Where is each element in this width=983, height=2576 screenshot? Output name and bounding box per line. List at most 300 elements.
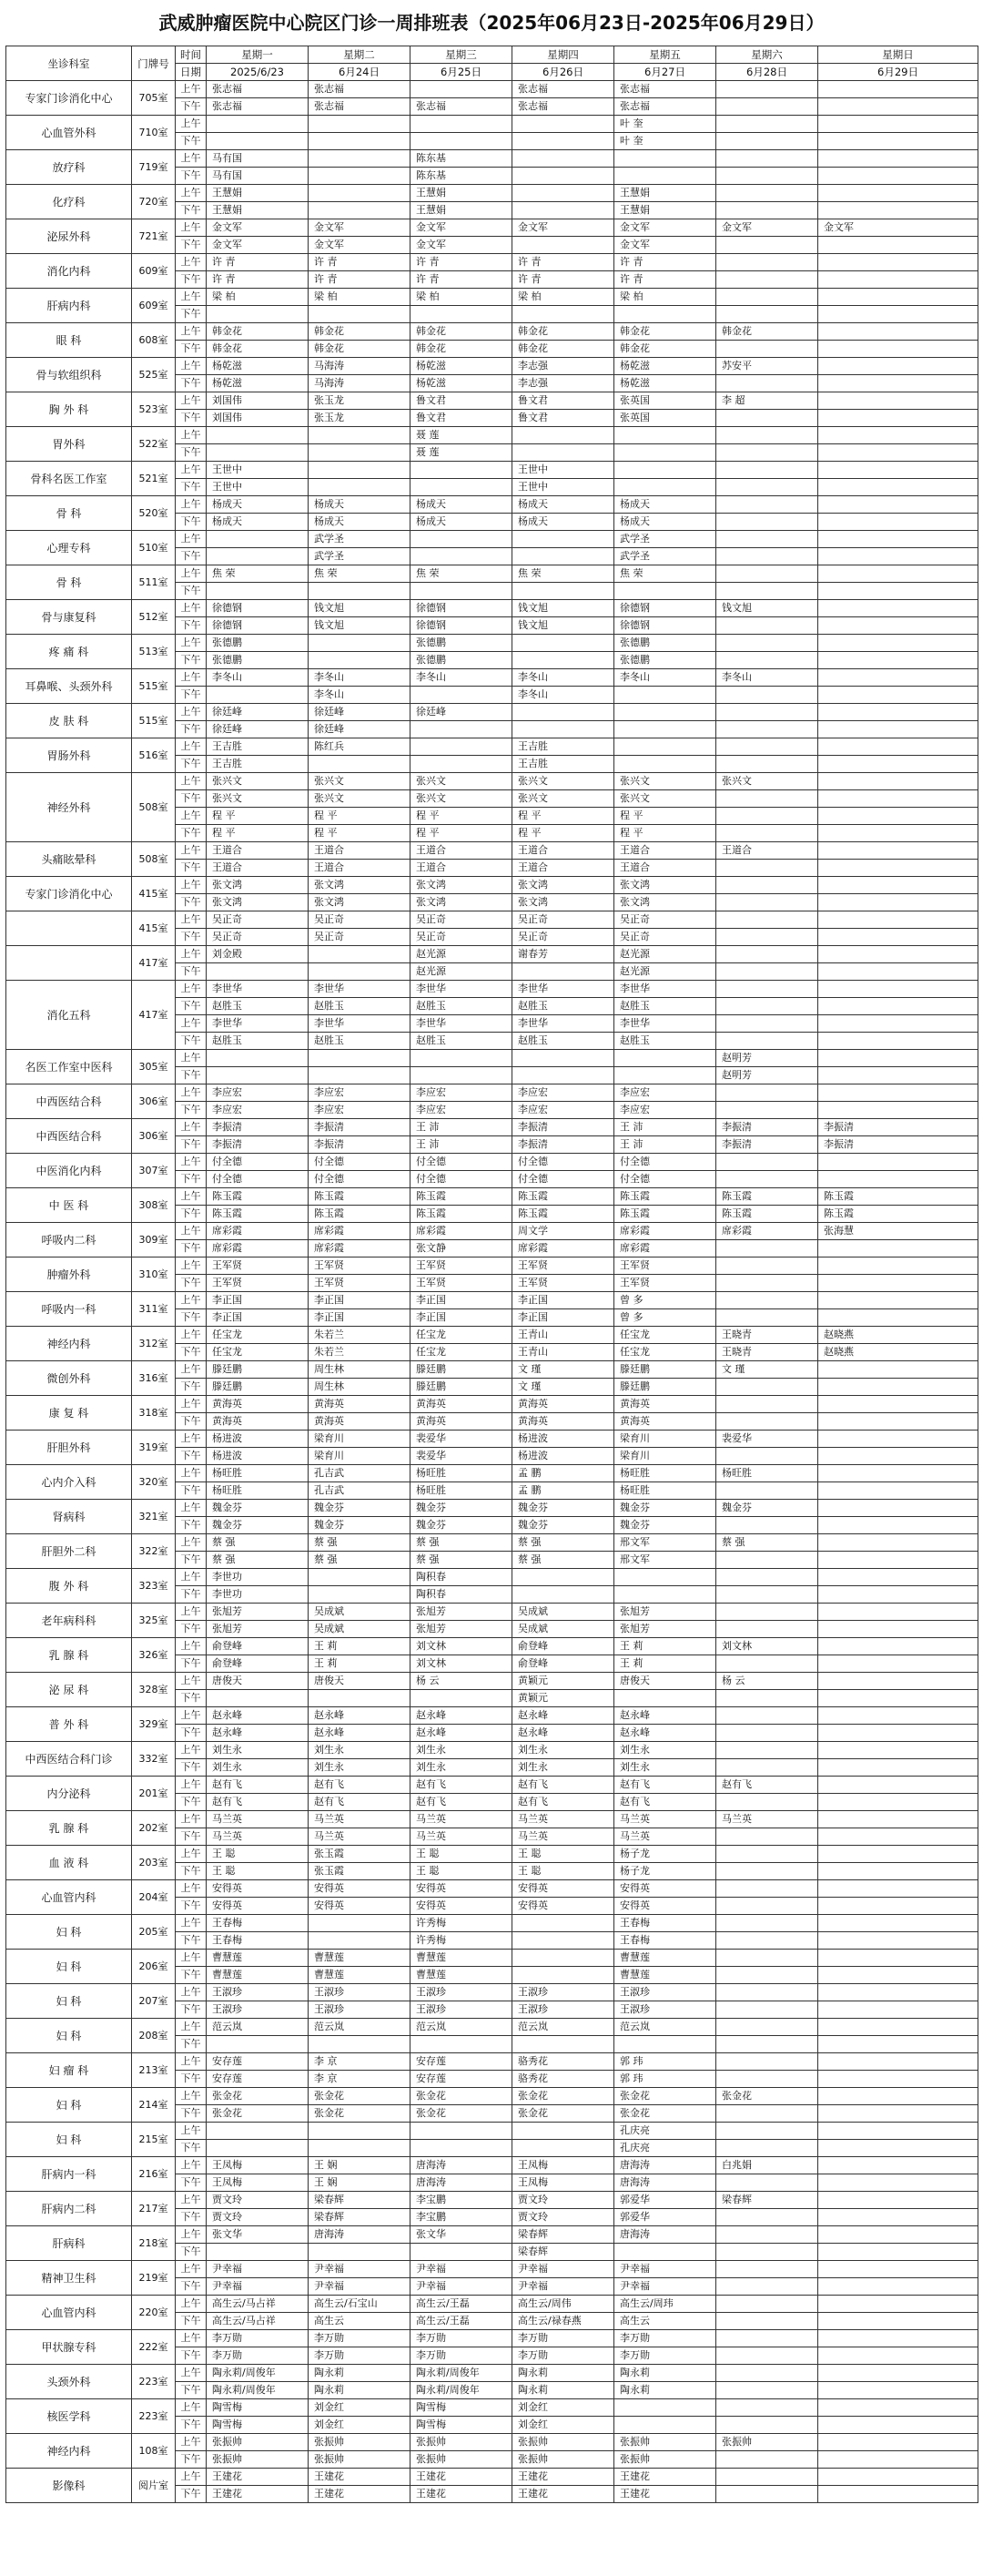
doctor-cell: 高生云/周伟 <box>512 2296 614 2313</box>
doctor-cell: 赵有飞 <box>716 1777 818 1794</box>
doctor-cell: 张文鸿 <box>512 877 614 894</box>
dept-cell: 呼吸内二科 <box>6 1223 132 1257</box>
table-row <box>6 81 978 98</box>
doctor-cell <box>614 444 716 462</box>
room-cell: 511室 <box>132 565 176 600</box>
doctor-cell: 王世中 <box>512 462 614 479</box>
doctor-cell: 赵光源 <box>410 946 512 963</box>
doctor-cell <box>207 2036 309 2053</box>
doctor-cell: 陈玉霞 <box>512 1206 614 1223</box>
doctor-cell: 王道合 <box>309 860 410 877</box>
doctor-cell <box>716 2019 818 2036</box>
day-header: 星期六 <box>716 46 818 64</box>
pm-label: 下午 <box>176 1309 207 1327</box>
am-label: 上午 <box>176 1880 207 1898</box>
am-label: 上午 <box>176 2434 207 2451</box>
doctor-cell <box>716 1015 818 1033</box>
doctor-cell: 安得英 <box>410 1880 512 1898</box>
doctor-cell: 俞登峰 <box>207 1638 309 1655</box>
doctor-cell: 张海慧 <box>818 1223 978 1240</box>
am-label: 上午 <box>176 116 207 133</box>
table-row <box>6 1811 978 1828</box>
doctor-cell: 金文军 <box>512 219 614 237</box>
doctor-cell: 任宝龙 <box>410 1327 512 1344</box>
table-row <box>6 1638 978 1655</box>
doctor-cell: 唐海涛 <box>614 2226 716 2244</box>
table-row <box>6 2296 978 2313</box>
pm-label: 下午 <box>176 687 207 704</box>
doctor-cell <box>818 289 978 306</box>
doctor-cell: 武学圣 <box>309 531 410 548</box>
doctor-cell: 王建花 <box>512 2486 614 2503</box>
doctor-cell: 付全德 <box>410 1171 512 1188</box>
doctor-cell <box>716 1828 818 1846</box>
dept-cell: 神经内科 <box>6 1327 132 1361</box>
doctor-cell: 赵有飞 <box>410 1794 512 1811</box>
doctor-cell <box>818 202 978 219</box>
doctor-cell: 张金花 <box>614 2105 716 2123</box>
pm-label: 下午 <box>176 2209 207 2226</box>
doctor-cell <box>309 185 410 202</box>
am-label: 上午 <box>176 150 207 168</box>
doctor-cell: 曹慧莲 <box>207 1950 309 1967</box>
doctor-cell: 许 青 <box>309 271 410 289</box>
room-cell: 307室 <box>132 1154 176 1188</box>
room-cell: 220室 <box>132 2296 176 2330</box>
doctor-cell: 马兰英 <box>716 1811 818 1828</box>
doctor-cell: 贾文玲 <box>512 2209 614 2226</box>
doctor-cell: 杨乾滋 <box>207 358 309 375</box>
doctor-cell: 文 瑾 <box>716 1361 818 1379</box>
doctor-cell: 徐廷峰 <box>410 704 512 721</box>
doctor-cell: 张振帅 <box>207 2434 309 2451</box>
doctor-cell: 马兰英 <box>512 1811 614 1828</box>
doctor-cell <box>716 1725 818 1742</box>
am-label: 上午 <box>176 1604 207 1621</box>
room-cell: 719室 <box>132 150 176 185</box>
table-row <box>6 2434 978 2451</box>
doctor-cell <box>818 133 978 150</box>
doctor-cell: 张振帅 <box>512 2451 614 2469</box>
doctor-cell <box>818 392 978 410</box>
doctor-cell: 金文军 <box>410 219 512 237</box>
doctor-cell <box>818 652 978 669</box>
doctor-cell: 赵有飞 <box>410 1777 512 1794</box>
doctor-cell <box>818 1275 978 1292</box>
doctor-cell <box>410 2036 512 2053</box>
doctor-cell <box>818 583 978 600</box>
dept-cell: 化疗科 <box>6 185 132 219</box>
doctor-cell: 张志福 <box>309 98 410 116</box>
doctor-cell: 梁春辉 <box>512 2226 614 2244</box>
doctor-cell <box>818 1777 978 1794</box>
doctor-cell: 张兴文 <box>207 790 309 808</box>
doctor-cell: 张振帅 <box>309 2434 410 2451</box>
am-label: 上午 <box>176 219 207 237</box>
dept-cell: 肝病内科 <box>6 289 132 323</box>
doctor-cell: 徐廷峰 <box>207 704 309 721</box>
doctor-cell: 李世华 <box>512 1015 614 1033</box>
doctor-cell <box>716 2486 818 2503</box>
doctor-cell <box>410 738 512 756</box>
doctor-cell <box>309 963 410 981</box>
doctor-cell: 朱若兰 <box>309 1344 410 1361</box>
doctor-cell <box>716 825 818 842</box>
room-cell: 515室 <box>132 669 176 704</box>
doctor-cell: 许 青 <box>410 271 512 289</box>
room-cell: 308室 <box>132 1188 176 1223</box>
doctor-cell: 张金花 <box>207 2105 309 2123</box>
dept-cell: 妇 科 <box>6 1984 132 2019</box>
doctor-cell <box>207 531 309 548</box>
doctor-cell <box>818 2192 978 2209</box>
doctor-cell: 席彩霞 <box>410 1223 512 1240</box>
doctor-cell: 蔡 强 <box>207 1552 309 1569</box>
doctor-cell: 安存莲 <box>410 2053 512 2071</box>
table-row <box>6 635 978 652</box>
date-cell: 2025/6/23 <box>207 64 309 81</box>
am-label: 上午 <box>176 1223 207 1240</box>
doctor-cell <box>716 1880 818 1898</box>
table-row <box>6 704 978 721</box>
doctor-cell: 金文军 <box>309 219 410 237</box>
room-cell: 205室 <box>132 1915 176 1950</box>
doctor-cell: 王 聪 <box>410 1846 512 1863</box>
doctor-cell: 杨旺胜 <box>207 1465 309 1482</box>
room-cell: 721室 <box>132 219 176 254</box>
doctor-cell: 蔡 强 <box>309 1534 410 1552</box>
pm-label: 下午 <box>176 860 207 877</box>
doctor-cell <box>716 2296 818 2313</box>
table-row <box>6 1292 978 1309</box>
doctor-cell <box>512 202 614 219</box>
doctor-cell: 刘生永 <box>410 1759 512 1777</box>
doctor-cell: 席彩霞 <box>309 1240 410 1257</box>
dept-cell: 泌尿外科 <box>6 219 132 254</box>
pm-label: 下午 <box>176 98 207 116</box>
doctor-cell <box>818 2244 978 2261</box>
doctor-cell <box>716 808 818 825</box>
dept-cell: 老年病科科 <box>6 1604 132 1638</box>
doctor-cell: 王世中 <box>207 462 309 479</box>
doctor-cell: 王道合 <box>207 860 309 877</box>
pm-label: 下午 <box>176 2382 207 2399</box>
table-row <box>6 877 978 894</box>
dept-cell: 骨与康复科 <box>6 600 132 635</box>
doctor-cell: 张德鹏 <box>410 652 512 669</box>
doctor-cell <box>716 877 818 894</box>
doctor-cell: 任宝龙 <box>207 1344 309 1361</box>
room-cell: 206室 <box>132 1950 176 1984</box>
doctor-cell: 金文军 <box>716 219 818 237</box>
doctor-cell <box>818 1500 978 1517</box>
doctor-cell <box>818 2174 978 2192</box>
doctor-cell <box>818 1309 978 1327</box>
doctor-cell <box>207 1690 309 1707</box>
doctor-cell <box>818 237 978 254</box>
doctor-cell: 赵胜玉 <box>309 998 410 1015</box>
doctor-cell <box>818 2486 978 2503</box>
doctor-cell <box>818 1673 978 1690</box>
doctor-cell: 赵永峰 <box>410 1725 512 1742</box>
room-cell: 332室 <box>132 1742 176 1777</box>
room-cell: 310室 <box>132 1257 176 1292</box>
doctor-cell <box>716 860 818 877</box>
doctor-cell: 张志福 <box>512 81 614 98</box>
doctor-cell: 席彩霞 <box>716 1223 818 1240</box>
doctor-cell <box>716 963 818 981</box>
doctor-cell: 马兰英 <box>410 1811 512 1828</box>
doctor-cell: 贾文玲 <box>207 2209 309 2226</box>
doctor-cell: 杨进波 <box>207 1431 309 1448</box>
pm-label: 下午 <box>176 1067 207 1084</box>
doctor-cell: 王晓青 <box>716 1327 818 1344</box>
doctor-cell: 陶雪梅 <box>207 2417 309 2434</box>
doctor-cell <box>512 1586 614 1604</box>
doctor-cell <box>818 2417 978 2434</box>
schedule-table <box>5 46 978 2503</box>
doctor-cell: 刘生永 <box>309 1742 410 1759</box>
doctor-cell: 郭爱华 <box>614 2209 716 2226</box>
doctor-cell <box>614 2036 716 2053</box>
doctor-cell <box>818 2261 978 2278</box>
doctor-cell: 文 瑾 <box>512 1379 614 1396</box>
doctor-cell: 骆秀花 <box>512 2071 614 2088</box>
doctor-cell: 尹幸福 <box>614 2278 716 2296</box>
pm-label: 下午 <box>176 2244 207 2261</box>
doctor-cell: 杨成天 <box>309 496 410 514</box>
doctor-cell: 陈玉霞 <box>716 1188 818 1206</box>
pm-label: 下午 <box>176 202 207 219</box>
doctor-cell: 杨旺胜 <box>410 1465 512 1482</box>
doctor-cell: 李 京 <box>309 2053 410 2071</box>
doctor-cell: 焦 荣 <box>410 565 512 583</box>
dept-cell: 名医工作室中医科 <box>6 1050 132 1084</box>
doctor-cell: 王 沛 <box>410 1119 512 1136</box>
doctor-cell: 赵光源 <box>410 963 512 981</box>
doctor-cell: 安得英 <box>309 1880 410 1898</box>
dept-cell: 中医消化内科 <box>6 1154 132 1188</box>
doctor-cell: 陶永莉 <box>614 2365 716 2382</box>
am-label: 上午 <box>176 1188 207 1206</box>
doctor-cell <box>614 583 716 600</box>
pm-label: 下午 <box>176 617 207 635</box>
doctor-cell: 杨旺胜 <box>614 1465 716 1482</box>
doctor-cell: 吴正奇 <box>207 929 309 946</box>
table-row <box>6 1846 978 1863</box>
doctor-cell: 梁 柏 <box>207 289 309 306</box>
dept-cell: 妇 科 <box>6 1950 132 1984</box>
doctor-cell: 滕廷鹏 <box>410 1361 512 1379</box>
doctor-cell: 王慧娟 <box>207 202 309 219</box>
doctor-cell <box>818 410 978 427</box>
doctor-cell <box>512 704 614 721</box>
doctor-cell: 张金花 <box>614 2088 716 2105</box>
room-cell: 222室 <box>132 2330 176 2365</box>
doctor-cell <box>818 271 978 289</box>
doctor-cell <box>818 81 978 98</box>
doctor-cell: 梁 柏 <box>309 289 410 306</box>
doctor-cell <box>716 894 818 911</box>
doctor-cell <box>614 721 716 738</box>
doctor-cell <box>716 2278 818 2296</box>
doctor-cell: 王 沛 <box>614 1136 716 1154</box>
doctor-cell: 张文鸿 <box>512 894 614 911</box>
doctor-cell: 陈东基 <box>410 150 512 168</box>
doctor-cell: 付全德 <box>309 1171 410 1188</box>
pm-label: 下午 <box>176 548 207 565</box>
doctor-cell: 曾 多 <box>614 1292 716 1309</box>
pm-label: 下午 <box>176 133 207 150</box>
room-cell: 219室 <box>132 2261 176 2296</box>
doctor-cell: 高生云/马占祥 <box>207 2296 309 2313</box>
doctor-cell: 赵有飞 <box>207 1794 309 1811</box>
doctor-cell: 曾 多 <box>614 1309 716 1327</box>
am-label: 上午 <box>176 1431 207 1448</box>
doctor-cell: 王慧娟 <box>410 185 512 202</box>
doctor-cell <box>716 2071 818 2088</box>
doctor-cell: 付全德 <box>207 1171 309 1188</box>
doctor-cell <box>716 2347 818 2365</box>
dept-cell: 中西医结合科 <box>6 1119 132 1154</box>
doctor-cell <box>716 2053 818 2071</box>
doctor-cell: 金文军 <box>207 219 309 237</box>
doctor-cell: 韩金花 <box>614 323 716 341</box>
pm-label: 下午 <box>176 2001 207 2019</box>
doctor-cell: 杨成天 <box>614 514 716 531</box>
doctor-cell: 曹慧莲 <box>614 1950 716 1967</box>
dept-cell: 腹 外 科 <box>6 1569 132 1604</box>
doctor-cell: 金文军 <box>818 219 978 237</box>
doctor-cell <box>410 306 512 323</box>
doctor-cell <box>207 583 309 600</box>
doctor-cell <box>818 860 978 877</box>
doctor-cell: 焦 荣 <box>614 565 716 583</box>
doctor-cell <box>309 1569 410 1586</box>
doctor-cell: 张志福 <box>207 98 309 116</box>
doctor-cell: 张德鹏 <box>410 635 512 652</box>
dept-cell: 康 复 科 <box>6 1396 132 1431</box>
doctor-cell <box>309 427 410 444</box>
doctor-cell <box>716 444 818 462</box>
doctor-cell <box>716 2209 818 2226</box>
doctor-cell: 郭爱华 <box>614 2192 716 2209</box>
dept-cell: 神经外科 <box>6 773 132 842</box>
doctor-cell <box>410 721 512 738</box>
doctor-cell <box>716 1084 818 1102</box>
doctor-cell: 郭 玮 <box>614 2071 716 2088</box>
doctor-cell: 张德鹏 <box>614 652 716 669</box>
dept-cell: 影像科 <box>6 2469 132 2503</box>
doctor-cell <box>818 548 978 565</box>
doctor-cell: 王建花 <box>410 2486 512 2503</box>
doctor-cell: 王 莉 <box>309 1638 410 1655</box>
table-row <box>6 2192 978 2209</box>
dept-cell <box>6 911 132 946</box>
doctor-cell <box>818 963 978 981</box>
doctor-cell <box>818 2451 978 2469</box>
doctor-cell: 滕廷鹏 <box>207 1361 309 1379</box>
doctor-cell <box>716 756 818 773</box>
doctor-cell: 王慧娟 <box>614 185 716 202</box>
doctor-cell <box>818 2001 978 2019</box>
table-row <box>6 911 978 929</box>
table-row <box>6 2469 978 2486</box>
doctor-cell <box>818 2313 978 2330</box>
doctor-cell: 李万勋 <box>512 2330 614 2347</box>
doctor-cell <box>309 2036 410 2053</box>
doctor-cell: 杨成天 <box>207 496 309 514</box>
room-cell: 417室 <box>132 981 176 1050</box>
doctor-cell: 王 沛 <box>614 1119 716 1136</box>
doctor-cell <box>818 1794 978 1811</box>
doctor-cell <box>818 894 978 911</box>
doctor-cell: 尹幸福 <box>207 2278 309 2296</box>
dept-cell: 肾病科 <box>6 1500 132 1534</box>
doctor-cell <box>410 687 512 704</box>
doctor-cell <box>207 548 309 565</box>
table-row <box>6 496 978 514</box>
doctor-cell: 魏金芬 <box>309 1500 410 1517</box>
doctor-cell <box>614 738 716 756</box>
doctor-cell: 高生云/禄春燕 <box>512 2313 614 2330</box>
room-cell: 216室 <box>132 2157 176 2192</box>
doctor-cell <box>716 687 818 704</box>
doctor-cell <box>818 98 978 116</box>
doctor-cell: 王道合 <box>410 860 512 877</box>
doctor-cell <box>818 2296 978 2313</box>
dept-cell: 中西医结合科 <box>6 1084 132 1119</box>
doctor-cell: 程 平 <box>309 825 410 842</box>
doctor-cell <box>818 2434 978 2451</box>
doctor-cell: 李万勋 <box>410 2330 512 2347</box>
doctor-cell <box>309 444 410 462</box>
pm-label: 下午 <box>176 375 207 392</box>
doctor-cell <box>309 479 410 496</box>
doctor-cell: 梁育川 <box>614 1448 716 1465</box>
doctor-cell <box>716 185 818 202</box>
am-label: 上午 <box>176 2399 207 2417</box>
doctor-cell <box>818 2123 978 2140</box>
doctor-cell: 张英国 <box>614 410 716 427</box>
doctor-cell: 黄海英 <box>309 1396 410 1413</box>
room-cell: 520室 <box>132 496 176 531</box>
dept-cell: 乳 腺 科 <box>6 1638 132 1673</box>
day-header: 星期五 <box>614 46 716 64</box>
doctor-cell <box>818 1465 978 1482</box>
doctor-cell <box>410 1050 512 1067</box>
table-row <box>6 1223 978 1240</box>
room-cell: 312室 <box>132 1327 176 1361</box>
am-label: 上午 <box>176 808 207 825</box>
doctor-cell: 徐廷峰 <box>309 721 410 738</box>
doctor-cell <box>716 738 818 756</box>
doctor-cell <box>818 2036 978 2053</box>
doctor-cell: 陈玉霞 <box>818 1188 978 1206</box>
am-label: 上午 <box>176 2330 207 2347</box>
doctor-cell: 王世中 <box>207 479 309 496</box>
doctor-cell: 许 青 <box>512 254 614 271</box>
doctor-cell: 魏金芬 <box>410 1517 512 1534</box>
doctor-cell: 赵明芳 <box>716 1067 818 1084</box>
doctor-cell: 韩金花 <box>614 341 716 358</box>
am-label: 上午 <box>176 1050 207 1067</box>
doctor-cell: 李应宏 <box>614 1084 716 1102</box>
doctor-cell: 刘生永 <box>207 1742 309 1759</box>
doctor-cell <box>309 1586 410 1604</box>
doctor-cell: 杨乾滋 <box>614 375 716 392</box>
pm-label: 下午 <box>176 1482 207 1500</box>
